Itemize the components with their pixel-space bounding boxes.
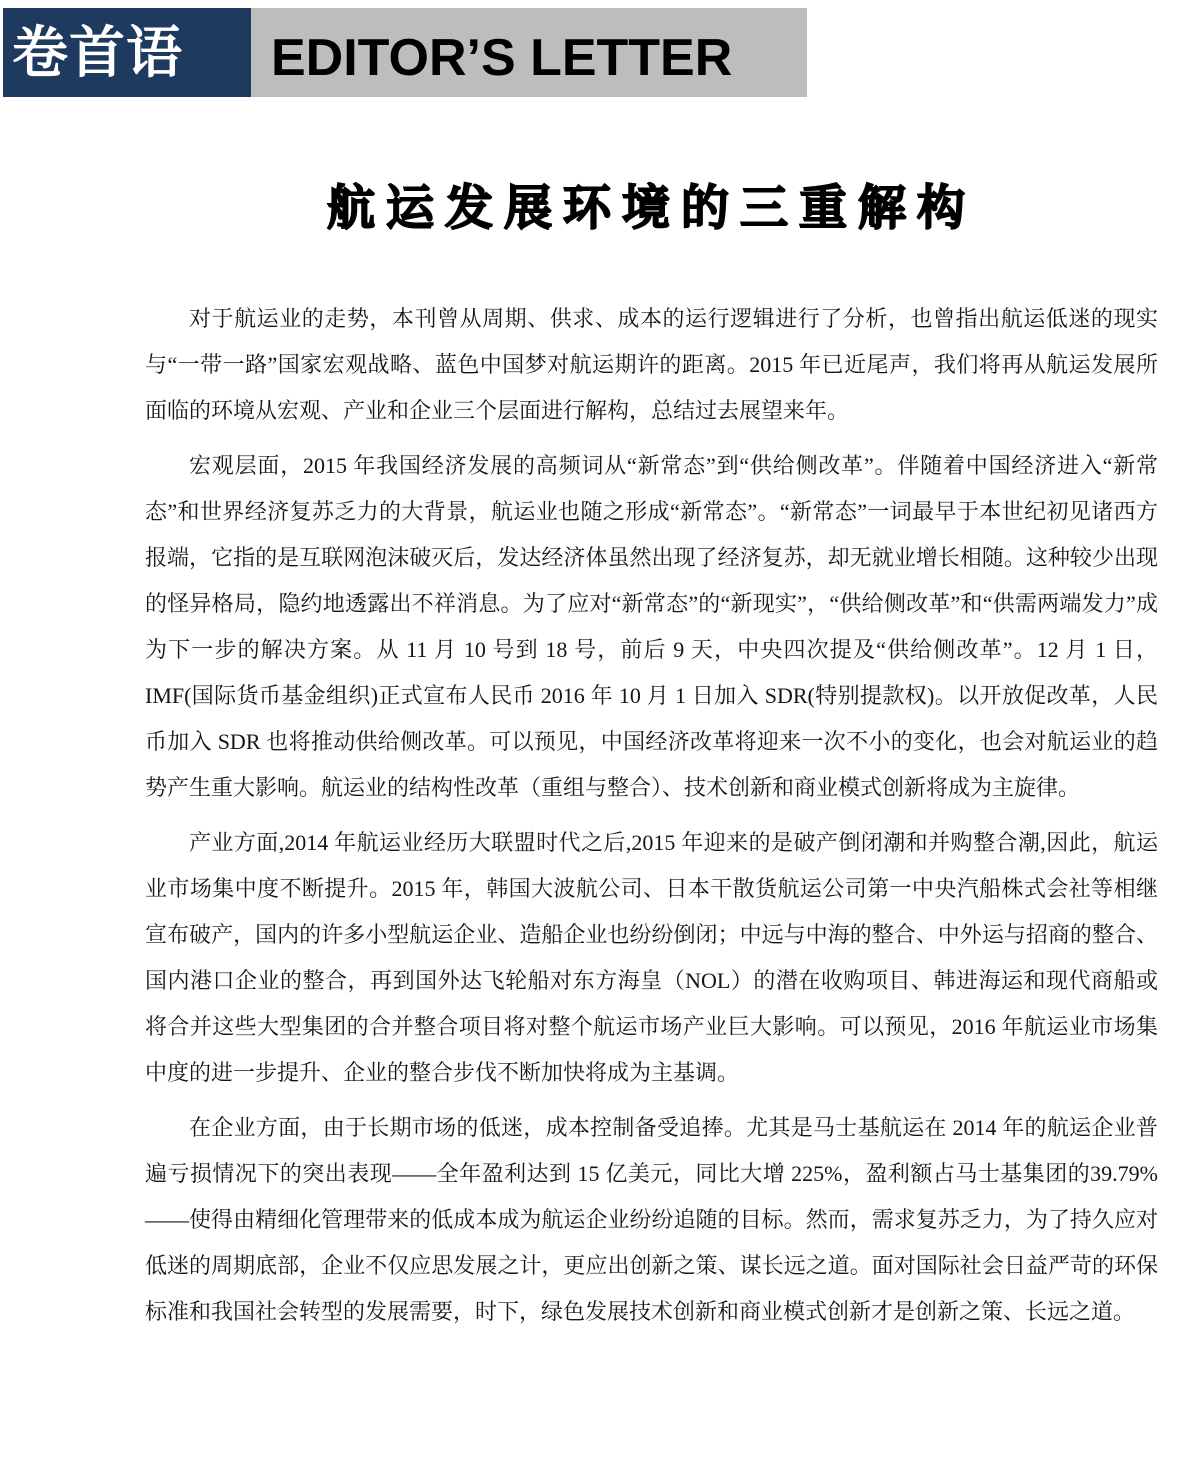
article-paragraph-macro-intro: 对于航运业的走势，本刊曾从周期、供求、成本的运行逻辑进行了分析，也曾指出航运低迷的现实与“一带一路”国家宏观战略、蓝色中国梦对航运期许的距离。2015 年已近尾声，我们将再从航运发展所面临的环境从宏观、产业和企业三个层面进行解构，总结过去展望来年。 bbox=[145, 305, 1158, 423]
article-paragraph-enterprise-level: 在企业方面，由于长期市场的低迷，成本控制备受追捧。尤其是马士基航运在 2014 年的航运企业普遍亏损情况下的突出表现——全年盈利达到 15 亿美元，同比大增 225%，盈利额占马士基集团的39.79%——使得由精细化管理带来的低成本成为航运企业纷纷追随的目标。然而，需求复苏乏力，为了持久应对低迷的周期底部，企业不仅应思发展之计，更应出创新之策、谋长远之道。面对国际社会日益严苛的环保标准和我国社会转型的发展需要，时下，绿色发展技术创新和商业模式创新才是创新之策、长远之道。 bbox=[145, 1114, 1158, 1324]
section-label-english: EDITOR’S LETTER bbox=[251, 8, 807, 97]
page-header bbox=[3, 8, 807, 97]
section-label-chinese: 卷首语 bbox=[3, 8, 251, 97]
article-paragraph-macro-level: 宏观层面，2015 年我国经济发展的高频词从“新常态”到“供给侧改革”。伴随着中国经济进入“新常态”和世界经济复苏乏力的大背景，航运业也随之形成“新常态”。“新常态”一词最早于本世纪初见诸西方报端，它指的是互联网泡沫破灭后，发达经济体虽然出现了经济复苏，却无就业增长相随。这种较少出现的怪异格局，隐约地透露出不祥消息。为了应对“新常态”的“新现实”，“供给侧改革”和“供需两端发力”成为下一步的解决方案。从 11 月 10 号到 18 号，前后 9 天，中央四次提及“供给侧改革”。12 月 1 日，IMF(国际货币基金组织)正式宣布人民币 2016 年 10 月 1 日加入 SDR(特别提款权)。以开放促改革，人民币加入 SDR 也将推动供给侧改革。可以预见，中国经济改革将迎来一次不小的变化，也会对航运业的趋势产生重大影响。航运业的结构性改革（重组与整合）、技术创新和商业模式创新将成为主旋律。 bbox=[145, 452, 1158, 800]
article-body bbox=[145, 296, 1158, 1335]
article-paragraph-industry-level: 产业方面,2014 年航运业经历大联盟时代之后,2015 年迎来的是破产倒闭潮和并购整合潮,因此，航运业市场集中度不断提升。2015 年，韩国大波航公司、日本干散货航运公司第一中央汽船株式会社等相继宣布破产，国内的许多小型航运企业、造船企业也纷纷倒闭；中远与中海的整合、中外运与招商的整合、国内港口企业的整合，再到国外达飞轮船对东方海皇（NOL）的潜在收购项目、韩进海运和现代商船或将合并这些大型集团的合并整合项目将对整个航运市场产业巨大影响。可以预见，2016 年航运业市场集中度的进一步提升、企业的整合步伐不断加快将成为主基调。 bbox=[145, 829, 1158, 1085]
article-title: 航运发展环境的三重解构 bbox=[326, 182, 976, 235]
editors-letter-article bbox=[145, 97, 1158, 1344]
